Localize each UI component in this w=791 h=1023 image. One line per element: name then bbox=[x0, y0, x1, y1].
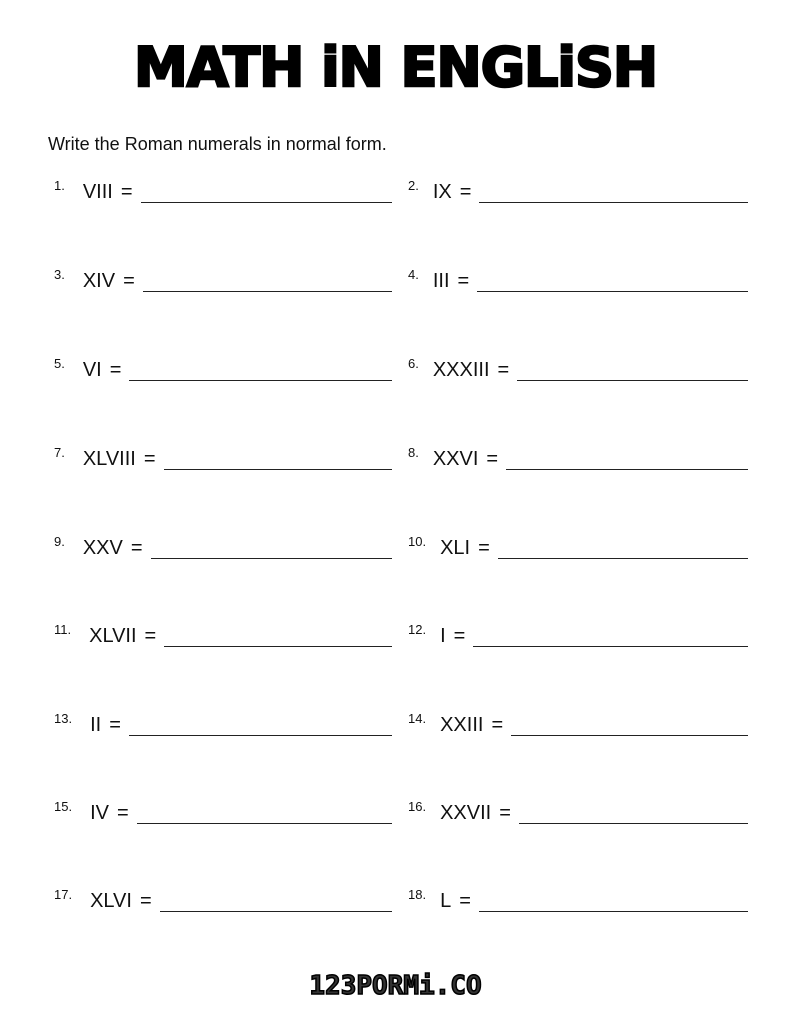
worksheet-title: MATH iN ENGLiSH bbox=[133, 36, 658, 99]
roman-numeral: XXVII bbox=[440, 802, 492, 824]
problem-number: 17. bbox=[54, 887, 73, 902]
problem-4 bbox=[408, 265, 748, 295]
footer-site-logo: 123PORMi.CO bbox=[309, 971, 482, 1001]
problem-12 bbox=[408, 620, 748, 650]
answer-line[interactable] bbox=[160, 885, 392, 912]
answer-line[interactable] bbox=[151, 532, 392, 559]
problem-13 bbox=[54, 709, 392, 739]
problem-8 bbox=[408, 443, 748, 473]
problem-6 bbox=[408, 354, 748, 384]
equals-sign: = bbox=[491, 714, 504, 736]
roman-numeral: XXXIII bbox=[432, 359, 490, 381]
problem-number: 13. bbox=[54, 711, 73, 726]
equals-sign: = bbox=[144, 625, 157, 647]
roman-numeral: XXV bbox=[82, 537, 123, 559]
problem-18 bbox=[408, 885, 748, 915]
answer-line[interactable] bbox=[164, 443, 392, 470]
answer-line[interactable] bbox=[519, 797, 748, 824]
roman-numeral: XXVI bbox=[432, 448, 479, 470]
roman-numeral: I bbox=[440, 625, 446, 647]
answer-line[interactable] bbox=[129, 354, 392, 381]
roman-numeral: II bbox=[90, 714, 102, 736]
problem-number: 9. bbox=[54, 534, 65, 549]
problem-1 bbox=[54, 176, 392, 206]
equals-sign: = bbox=[123, 270, 135, 292]
equals-sign: = bbox=[116, 802, 129, 824]
equals-sign: = bbox=[497, 359, 510, 381]
equals-sign: = bbox=[453, 625, 466, 647]
problem-number: 14. bbox=[408, 711, 427, 726]
problem-14 bbox=[408, 709, 748, 739]
equals-sign: = bbox=[109, 714, 121, 736]
equals-sign: = bbox=[130, 537, 143, 559]
equals-sign: = bbox=[478, 537, 490, 559]
problem-number: 1. bbox=[54, 178, 65, 193]
answer-line[interactable] bbox=[479, 885, 748, 912]
answer-line[interactable] bbox=[141, 176, 392, 203]
problem-number: 3. bbox=[54, 267, 65, 282]
problem-number: 15. bbox=[54, 799, 73, 814]
problem-number: 5. bbox=[54, 356, 65, 371]
problem-17 bbox=[54, 885, 392, 915]
answer-line[interactable] bbox=[143, 265, 392, 292]
problem-number: 12. bbox=[408, 622, 427, 637]
problem-10 bbox=[408, 532, 748, 562]
equals-sign: = bbox=[120, 181, 133, 203]
roman-numeral: IX bbox=[432, 181, 452, 203]
problem-number: 8. bbox=[408, 445, 419, 460]
equals-sign: = bbox=[459, 181, 472, 203]
roman-numeral: III bbox=[432, 270, 450, 292]
answer-line[interactable] bbox=[129, 709, 392, 736]
problem-number: 16. bbox=[408, 799, 427, 814]
answer-line[interactable] bbox=[479, 176, 748, 203]
problem-16 bbox=[408, 797, 748, 827]
problem-number: 11. bbox=[54, 622, 72, 637]
answer-line[interactable] bbox=[477, 265, 748, 292]
problem-7 bbox=[54, 443, 392, 473]
problem-number: 6. bbox=[408, 356, 419, 371]
answer-line[interactable] bbox=[164, 620, 392, 647]
problem-11 bbox=[54, 620, 392, 650]
problem-number: 4. bbox=[408, 267, 419, 282]
roman-numeral: XLVIII bbox=[82, 448, 136, 470]
problem-15 bbox=[54, 797, 392, 827]
problem-3 bbox=[54, 265, 392, 295]
answer-line[interactable] bbox=[511, 709, 748, 736]
equals-sign: = bbox=[459, 890, 471, 912]
equals-sign: = bbox=[486, 448, 499, 470]
problem-number: 10. bbox=[408, 534, 427, 549]
answer-line[interactable] bbox=[473, 620, 748, 647]
roman-numeral: VIII bbox=[82, 181, 113, 203]
instructions-text: Write the Roman numerals in normal form. bbox=[48, 134, 387, 154]
equals-sign: = bbox=[109, 359, 122, 381]
problem-2 bbox=[408, 176, 748, 206]
answer-line[interactable] bbox=[506, 443, 748, 470]
problem-number: 7. bbox=[54, 445, 65, 460]
roman-numeral: L bbox=[440, 890, 452, 912]
equals-sign: = bbox=[139, 890, 152, 912]
roman-numeral: IV bbox=[90, 802, 109, 824]
equals-sign: = bbox=[457, 270, 470, 292]
problem-9 bbox=[54, 532, 392, 562]
roman-numeral: XXIII bbox=[440, 714, 484, 736]
problem-number: 18. bbox=[408, 887, 427, 902]
problem-5 bbox=[54, 354, 392, 384]
answer-line[interactable] bbox=[498, 532, 748, 559]
roman-numeral: XIV bbox=[82, 270, 116, 292]
answer-line[interactable] bbox=[137, 797, 392, 824]
equals-sign: = bbox=[143, 448, 156, 470]
roman-numeral: VI bbox=[82, 359, 102, 381]
roman-numeral: XLVII bbox=[89, 625, 137, 647]
roman-numeral: XLVI bbox=[90, 890, 132, 912]
answer-line[interactable] bbox=[517, 354, 748, 381]
roman-numeral: XLI bbox=[440, 537, 471, 559]
equals-sign: = bbox=[499, 802, 511, 824]
problem-number: 2. bbox=[408, 178, 419, 193]
